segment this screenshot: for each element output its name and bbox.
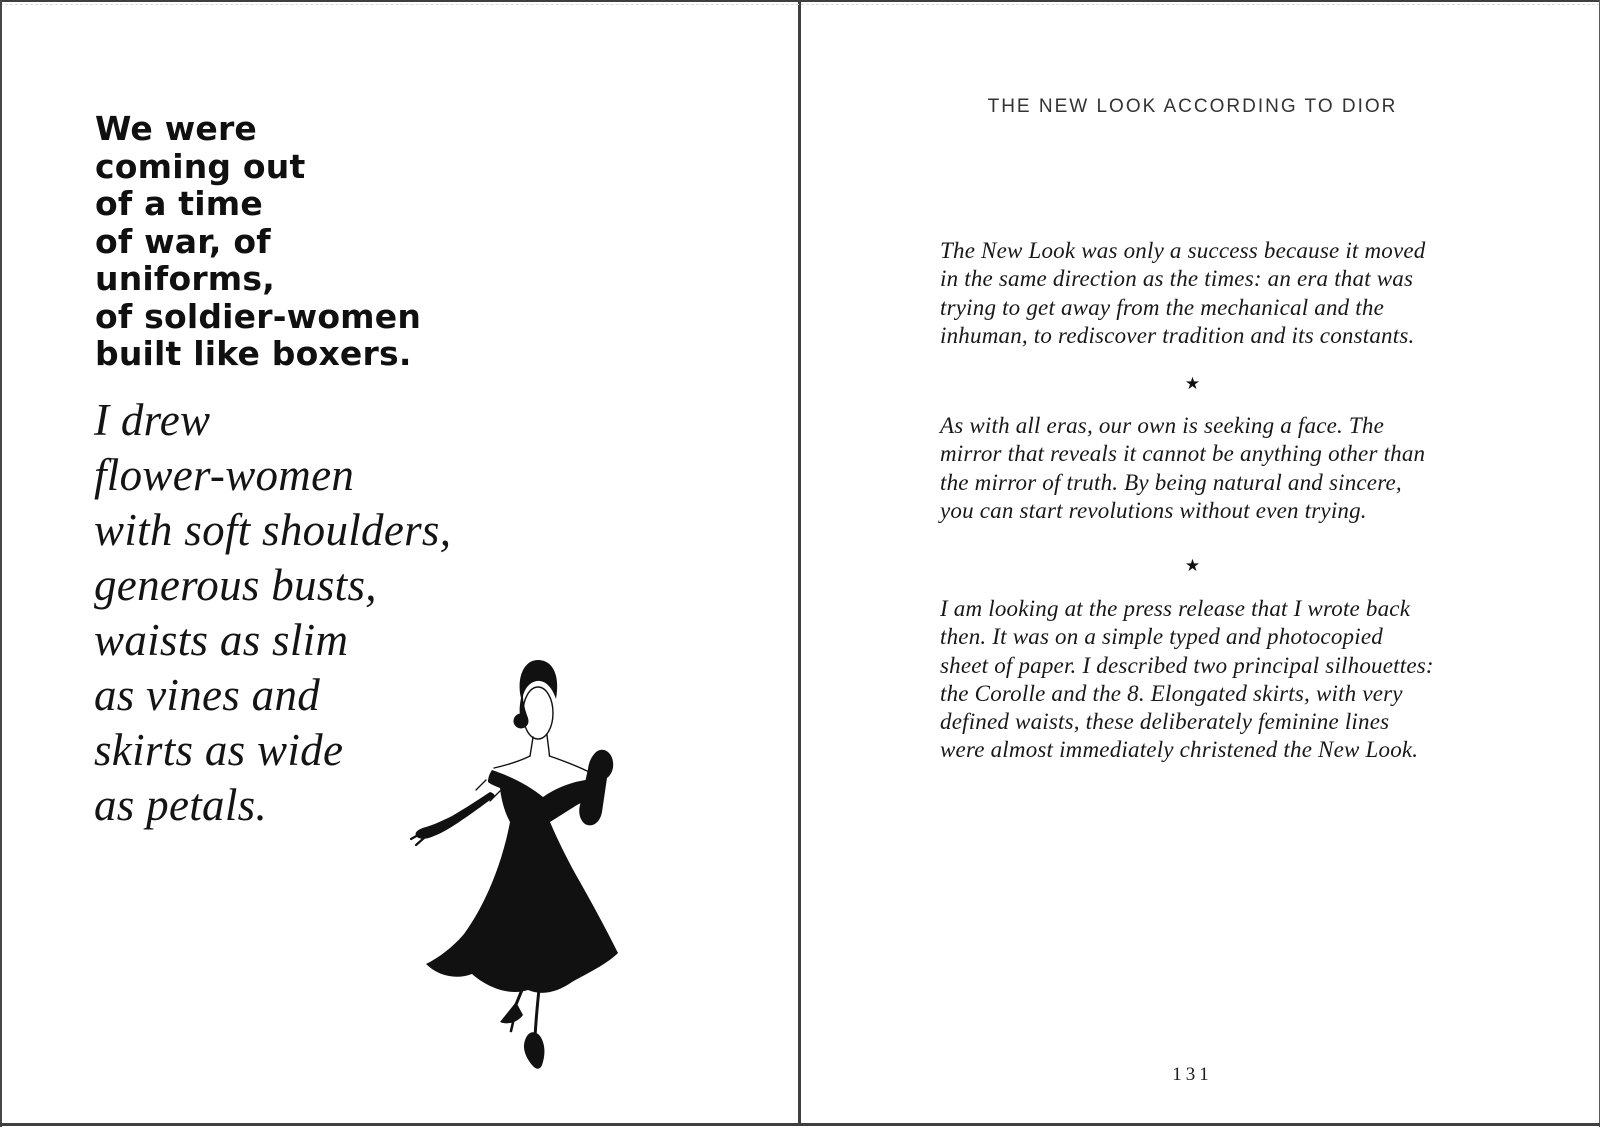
- heading-line: built like boxers.: [95, 334, 412, 373]
- pull-quote-bold: [95, 110, 421, 373]
- spread-bottom-border: [0, 1123, 1600, 1126]
- shoulder-line: [494, 756, 530, 768]
- neck-line: [547, 735, 550, 756]
- paragraph-line: the mirror of truth. By being natural and sincere,: [940, 469, 1402, 495]
- paragraph-line: you can start revolutions without even trying.: [940, 497, 1367, 523]
- star-separator-icon: ★: [1184, 374, 1201, 393]
- spread-top-border: [0, 0, 1600, 2]
- woman-new-look-dress-silhouette-illustration: [406, 646, 628, 1074]
- running-header: THE NEW LOOK ACCORDING TO DIOR: [987, 96, 1398, 117]
- quote-line: flower-women: [94, 450, 355, 500]
- quote-line: skirts as wide: [94, 725, 344, 775]
- page-number: 131: [1172, 1064, 1213, 1085]
- paragraph-line: trying to get away from the mechanical and the: [940, 294, 1384, 320]
- pull-quote-italic: [94, 393, 451, 833]
- body-paragraph: [940, 237, 1445, 350]
- paragraph-line: then. It was on a simple typed and photocopied: [940, 624, 1383, 650]
- shoulder-line: [550, 756, 594, 774]
- paragraph-line: The New Look was only a success because it moved: [940, 238, 1426, 263]
- face: [523, 687, 553, 739]
- paragraph-line: the Corolle and the 8. Elongated skirts, with very: [940, 680, 1403, 706]
- glove-left: [416, 792, 495, 839]
- right-page: [940, 0, 1445, 1123]
- body-paragraph: [940, 595, 1445, 765]
- shoe-back: [500, 1002, 523, 1023]
- heading-line: coming out: [95, 146, 306, 186]
- heading-line: of a time: [95, 184, 263, 223]
- quote-line: generous busts,: [94, 560, 377, 610]
- paragraph-line: were almost immediately christened the New Look.: [940, 737, 1419, 763]
- glove-left-finger: [416, 838, 424, 845]
- paragraph-line: defined waists, these deliberately feminine lines: [940, 709, 1390, 735]
- paragraph-line: sheet of paper. I described two principal silhouettes:: [940, 652, 1434, 678]
- heading-line: uniforms,: [95, 259, 275, 298]
- paragraph-line: I am looking at the press release that I wrote back: [940, 596, 1411, 621]
- paragraph-line: in the same direction as the times: an era that was: [940, 266, 1414, 292]
- heading-line: of soldier-women: [95, 296, 422, 336]
- heading-line: of war, of: [95, 221, 271, 261]
- paragraph-line: inhuman, to rediscover tradition and its constants.: [940, 322, 1415, 348]
- heading-line: We were: [95, 109, 258, 148]
- glove-right: [579, 750, 613, 826]
- quote-line: as petals.: [94, 780, 268, 830]
- quote-line: waists as slim: [94, 615, 349, 665]
- quote-line: with soft shoulders,: [94, 505, 452, 555]
- paragraph-line: mirror that reveals it cannot be anything other than: [940, 441, 1426, 467]
- spread-left-border: [0, 0, 2, 1127]
- paragraph-line: As with all eras, our own is seeking a face. The: [940, 413, 1385, 438]
- hair-bun: [514, 714, 529, 729]
- quote-line: I drew: [94, 395, 211, 445]
- quote-line: as vines and: [94, 670, 321, 720]
- arm-gap-line: [476, 780, 486, 790]
- body-paragraph: [940, 412, 1445, 525]
- neck-line: [530, 737, 533, 756]
- star-separator-icon: ★: [1184, 556, 1201, 575]
- spread-top-dashed-edge: [0, 4, 1600, 5]
- page-gutter-divider: [798, 0, 801, 1123]
- shoe-front: [524, 1032, 544, 1069]
- dress-skirt: [426, 822, 618, 993]
